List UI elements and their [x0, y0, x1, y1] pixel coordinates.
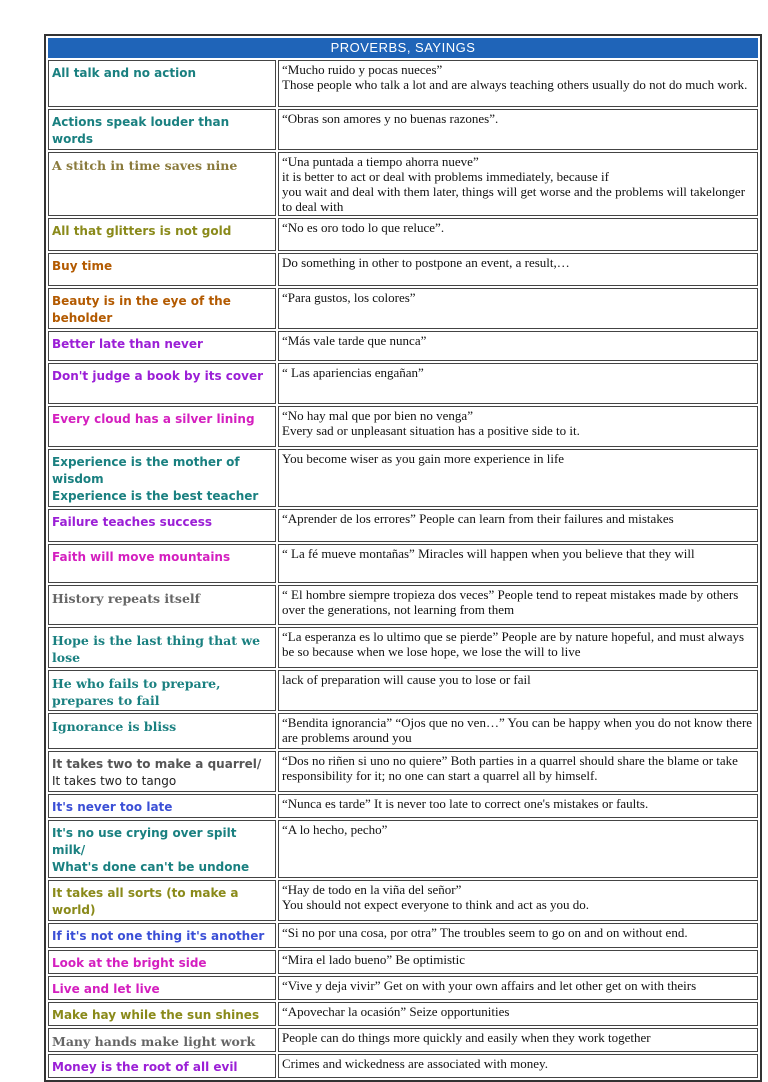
table-row: [48, 218, 758, 251]
table-row: [48, 109, 758, 150]
proverb-explanation: “No es oro todo lo que reluce”.: [278, 218, 758, 251]
proverb-explanation: “Aprender de los errores” People can learn from their failures and mistakes: [278, 509, 758, 542]
table-title: PROVERBS, SAYINGS: [48, 38, 758, 58]
proverb-explanation: “ Las apariencias engañan”: [278, 363, 758, 404]
proverb-english: History repeats itself: [48, 585, 276, 625]
table-row: [48, 288, 758, 329]
proverb-english: Money is the root of all evil: [48, 1054, 276, 1078]
proverb-english: Buy time: [48, 253, 276, 286]
table-row: [48, 253, 758, 286]
table-row: [48, 406, 758, 447]
proverb-explanation: People can do things more quickly and easily when they work together: [278, 1028, 758, 1052]
table-row: [48, 627, 758, 668]
table-row: [48, 152, 758, 216]
proverb-explanation: “Para gustos, los colores”: [278, 288, 758, 329]
table-row: [48, 880, 758, 921]
table-row: [48, 670, 758, 711]
table-row: [48, 331, 758, 361]
proverb-english: Many hands make light work: [48, 1028, 276, 1052]
table-row: [48, 544, 758, 583]
table-row: [48, 60, 758, 107]
proverb-explanation: “ La fé mueve montañas” Miracles will happen when you believe that they will: [278, 544, 758, 583]
table-row: [48, 1028, 758, 1052]
proverb-explanation: “Mira el lado bueno” Be optimistic: [278, 950, 758, 974]
proverb-explanation: “Vive y deja vivir” Get on with your own affairs and let other get on with theirs: [278, 976, 758, 1000]
proverb-english: Experience is the mother of wisdom Experience is the best teacher: [48, 449, 276, 507]
proverb-english: Every cloud has a silver lining: [48, 406, 276, 447]
table-row: [48, 751, 758, 792]
proverb-explanation: You become wiser as you gain more experience in life: [278, 449, 758, 507]
proverb-explanation: “Mucho ruido y pocas nueces” Those people who talk a lot and are always teaching others usually do not do much work.: [278, 60, 758, 107]
proverb-explanation: “Si no por una cosa, por otra” The troubles seem to go on and on without end.: [278, 923, 758, 948]
proverb-english: Make hay while the sun shines: [48, 1002, 276, 1026]
proverb-english: Don't judge a book by its cover: [48, 363, 276, 404]
proverb-explanation: “Dos no riñen si uno no quiere” Both parties in a quarrel should share the blame or take responsibility for it; no one can start a quarrel all by himself.: [278, 751, 758, 792]
proverb-english: If it's not one thing it's another: [48, 923, 276, 948]
proverb-english: Live and let live: [48, 976, 276, 1000]
proverb-explanation: “La esperanza es lo ultimo que se pierde” People are by nature hopeful, and must always be so because when we lose hope, we lose the will to live: [278, 627, 758, 668]
proverb-explanation: “Bendita ignorancia” “Ojos que no ven…” You can be happy when you do not know there are problems around you: [278, 713, 758, 749]
proverb-explanation: “Una puntada a tiempo ahorra nueve” it is better to act or deal with problems immediately, because if you wait and deal with them later, things will get worse and the problems will takelonger to deal with: [278, 152, 758, 216]
proverb-english: Better late than never: [48, 331, 276, 361]
table-row: [48, 923, 758, 948]
table-row: [48, 950, 758, 974]
table-row: [48, 449, 758, 507]
table-row: [48, 509, 758, 542]
proverb-explanation: “Obras son amores y no buenas razones”.: [278, 109, 758, 150]
proverb-explanation: “ El hombre siempre tropieza dos veces” People tend to repeat mistakes made by others over the generations, not learning from them: [278, 585, 758, 625]
table-row: [48, 976, 758, 1000]
proverb-explanation: lack of preparation will cause you to lose or fail: [278, 670, 758, 711]
proverb-english: It takes all sorts (to make a world): [48, 880, 276, 921]
proverb-explanation: “Más vale tarde que nunca”: [278, 331, 758, 361]
proverb-english: It's no use crying over spilt milk/ What's done can't be undone: [48, 820, 276, 878]
proverb-english: Beauty is in the eye of the beholder: [48, 288, 276, 329]
proverb-english: All that glitters is not gold: [48, 218, 276, 251]
proverb-explanation: Do something in other to postpone an event, a result,…: [278, 253, 758, 286]
table-row: [48, 1054, 758, 1078]
proverb-english: He who fails to prepare, prepares to fail: [48, 670, 276, 711]
proverbs-table: [44, 34, 762, 1082]
proverb-explanation: “Apovechar la ocasión” Seize opportunities: [278, 1002, 758, 1026]
proverb-english: It takes two to make a quarrel/ It takes two to tango: [48, 751, 276, 792]
proverb-english: Actions speak louder than words: [48, 109, 276, 150]
proverb-english: All talk and no action: [48, 60, 276, 107]
proverb-explanation: Crimes and wickedness are associated with money.: [278, 1054, 758, 1078]
table-row: [48, 713, 758, 749]
proverb-english: Look at the bright side: [48, 950, 276, 974]
table-row: [48, 794, 758, 818]
table-row: [48, 363, 758, 404]
proverb-explanation: “Nunca es tarde” It is never too late to correct one's mistakes or faults.: [278, 794, 758, 818]
proverb-english: A stitch in time saves nine: [48, 152, 276, 216]
proverb-english: It's never too late: [48, 794, 276, 818]
proverb-explanation: “A lo hecho, pecho”: [278, 820, 758, 878]
table-row: [48, 1002, 758, 1026]
proverbs-grid: [46, 58, 760, 1080]
proverb-english: Faith will move mountains: [48, 544, 276, 583]
table-row: [48, 585, 758, 625]
proverb-english: Ignorance is bliss: [48, 713, 276, 749]
table-row: [48, 820, 758, 878]
proverb-english: Hope is the last thing that we lose: [48, 627, 276, 668]
proverb-explanation: “Hay de todo en la viña del señor” You should not expect everyone to think and act as you do.: [278, 880, 758, 921]
proverb-explanation: “No hay mal que por bien no venga” Every sad or unpleasant situation has a positive side to it.: [278, 406, 758, 447]
proverb-english: Failure teaches success: [48, 509, 276, 542]
